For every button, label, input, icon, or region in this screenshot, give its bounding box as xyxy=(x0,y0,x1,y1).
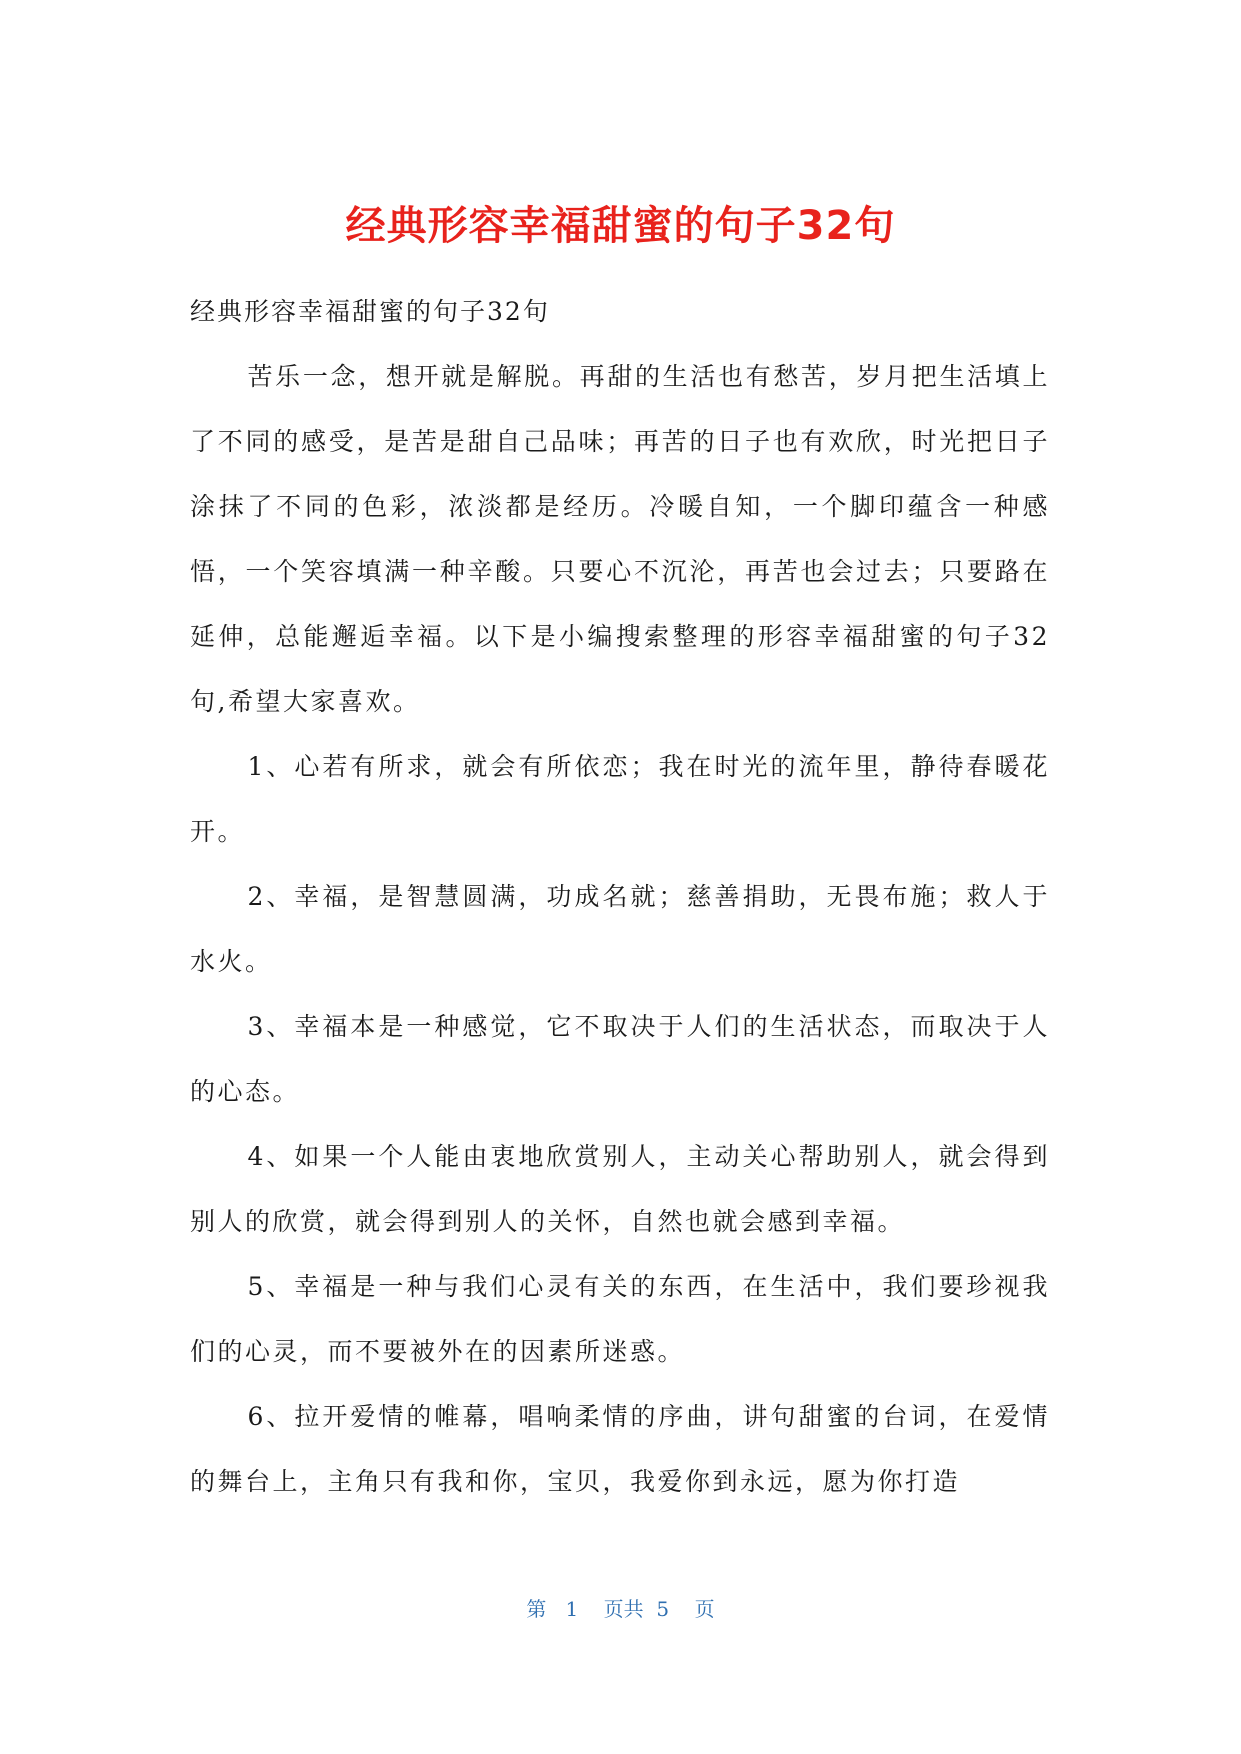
list-item: 5、幸福是一种与我们心灵有关的东西，在生活中，我们要珍视我们的心灵，而不要被外在的因素所迷惑。 xyxy=(190,1272,1050,1366)
footer-total-pages: 5 xyxy=(656,1597,670,1621)
footer-middle: 页共 xyxy=(603,1597,644,1621)
page-footer xyxy=(0,1594,1241,1624)
list-item: 4、如果一个人能由衷地欣赏别人，主动关心帮助别人，就会得到别人的欣赏，就会得到别人的关怀，自然也就会感到幸福。 xyxy=(190,1142,1050,1236)
document-body xyxy=(190,280,1050,1514)
footer-prefix: 第 xyxy=(526,1597,547,1621)
document-subtitle: 经典形容幸福甜蜜的句子32句 xyxy=(190,297,550,326)
list-item: 6、拉开爱情的帷幕，唱响柔情的序曲，讲句甜蜜的台词，在爱情的舞台上，主角只有我和你，宝贝，我爱你到永远，愿为你打造 xyxy=(190,1402,1050,1496)
list-item: 3、幸福本是一种感觉，它不取决于人们的生活状态，而取决于人的心态。 xyxy=(190,1012,1050,1106)
list-item: 2、幸福，是智慧圆满，功成名就；慈善捐助，无畏布施；救人于水火。 xyxy=(190,882,1050,976)
list-item: 1、心若有所求，就会有所依恋；我在时光的流年里，静待春暖花开。 xyxy=(190,752,1050,846)
intro-paragraph: 苦乐一念，想开就是解脱。再甜的生活也有愁苦，岁月把生活填上了不同的感受，是苦是甜自己品味；再苦的日子也有欢欣，时光把日子涂抹了不同的色彩，浓淡都是经历。冷暖自知，一个脚印蕴含一种感悟，一个笑容填满一种辛酸。只要心不沉沦，再苦也会过去；只要路在延伸，总能邂逅幸福。以下是小编搜索整理的形容幸福甜蜜的句子32句,希望大家喜欢。 xyxy=(190,362,1050,716)
footer-page-number: 1 xyxy=(565,1597,579,1621)
document-title: 经典形容幸福甜蜜的句子32句 xyxy=(345,203,896,249)
footer-suffix: 页 xyxy=(694,1597,715,1621)
